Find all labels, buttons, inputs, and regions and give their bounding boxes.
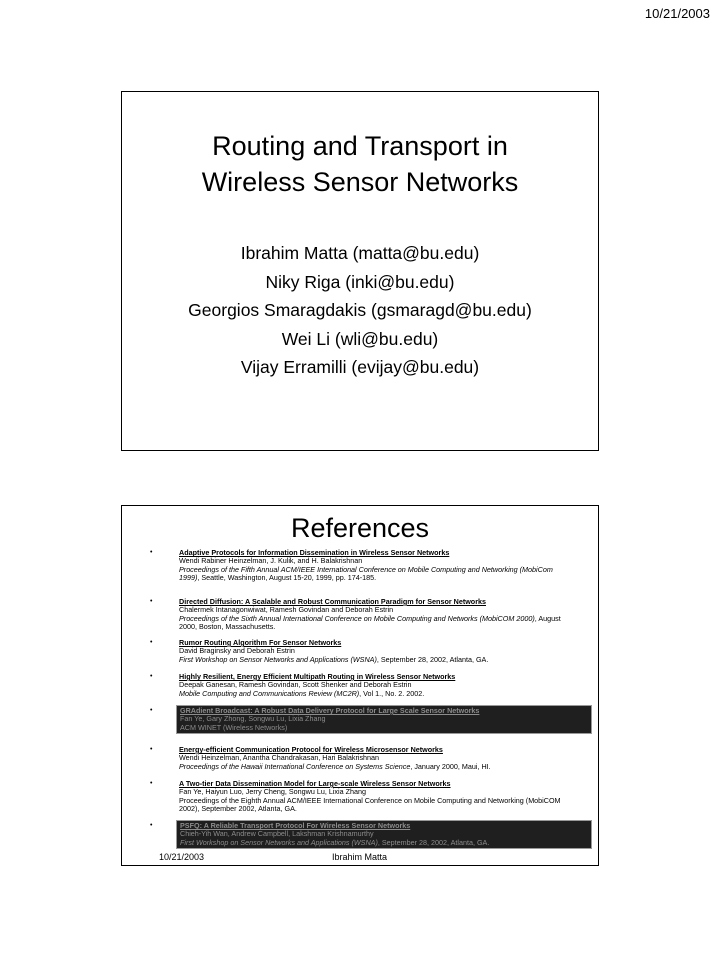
bullet-icon: • (150, 707, 153, 714)
title-slide (121, 91, 599, 451)
author-line: Niky Riga (inki@bu.edu) (265, 271, 455, 292)
reference-venue-rest: , August 2000, Boston, Massachusetts. (179, 613, 561, 632)
bullet-icon: • (150, 822, 153, 829)
reference-venue (179, 797, 566, 814)
author-list (122, 239, 598, 382)
title-line-2: Wireless Sensor Networks (201, 167, 519, 197)
reference-title: Directed Diffusion: A Scalable and Robust Communication Paradigm for Sensor Networks (179, 597, 486, 606)
reference-authors: Deepak Ganesan, Ramesh Govindan, Scott Shenker and Deborah Estrin (179, 680, 412, 690)
reference-authors: Wendi Rabiner Heinzelman, J. Kulik, and H. Balakrishnan (179, 556, 363, 566)
author-line: Wei Li (wli@bu.edu) (281, 328, 439, 349)
reference-venue-italic: Mobile Computing and Communications Review (MC2R) (179, 688, 360, 698)
slide-title (122, 128, 598, 200)
reference-venue (179, 763, 566, 771)
reference-venue-rest: , September 28, 2002, Atlanta, GA. (376, 654, 489, 664)
reference-title: Rumor Routing Algorithm For Sensor Networks (179, 638, 342, 647)
reference-venue-rest: ACM WINET (Wireless Networks) (180, 722, 288, 732)
slide-title: References (290, 513, 430, 543)
reference-venue-italic: Proceedings of the Sixth Annual International Conference on Mobile Computing and Networks (MobiCOM 2000) (179, 613, 535, 623)
reference-authors: Chalermek Intanagonwiwat, Ramesh Govindan and Deborah Estrin (179, 605, 394, 615)
title-line-1: Routing and Transport in (212, 131, 508, 161)
author-line: Ibrahim Matta (matta@bu.edu) (240, 243, 480, 263)
bullet-icon: • (150, 598, 153, 605)
reference-venue (179, 690, 566, 698)
reference-venue (180, 724, 588, 732)
reference-title: A Two-tier Data Dissemination Model for Large-scale Wireless Sensor Networks (179, 779, 451, 788)
reference-venue-italic: Proceedings of the Hawaii International Conference on Systems Science (179, 761, 411, 771)
bullet-icon: • (150, 780, 153, 787)
reference-venue-italic: Proceedings of the Fifth Annual ACM/IEEE International Conference on Mobile Computing and Networking (MobiCom 1999) (179, 564, 553, 583)
bullet-icon: • (150, 549, 153, 556)
reference-venue-italic: First Workshop on Sensor Networks and Applications (WSNA) (180, 837, 378, 847)
references-slide (121, 505, 599, 866)
bullet-icon: • (150, 639, 153, 646)
slide-footer-author: Ibrahim Matta (332, 852, 388, 862)
reference-authors: Fan Ye, Haiyun Luo, Jerry Cheng, Songwu Lu, Lixia Zhang (179, 787, 366, 797)
reference-venue-rest: , January 2000, Maui, HI. (410, 761, 491, 771)
reference-venue-rest: , Seattle, Washington, August 15-20, 1999, pp. 174-185. (197, 573, 377, 583)
reference-venue (179, 615, 566, 632)
reference-authors: Fan Ye, Gary Zhong, Songwu Lu, Lixia Zhang (180, 714, 326, 724)
reference-title: PSFQ: A Reliable Transport Protocol For Wireless Sensor Networks (180, 821, 411, 830)
bullet-icon: • (150, 673, 153, 680)
reference-venue (180, 839, 588, 847)
reference-venue (179, 656, 566, 664)
reference-authors: Wendi Heinzelman, Anantha Chandrakasan, Hari Balakrishnan (179, 753, 380, 763)
reference-authors: David Braginsky and Deborah Estrin (179, 646, 295, 656)
reference-venue-rest: , Vol 1., No. 2. 2002. (359, 688, 425, 698)
author-line: Georgios Smaragdakis (gsmaragd@bu.edu) (188, 300, 532, 320)
bullet-icon: • (150, 746, 153, 753)
slide-footer-date: 10/21/2003 (159, 852, 205, 862)
reference-venue (179, 566, 566, 583)
reference-title: Highly Resilient, Energy Efficient Multipath Routing in Wireless Sensor Networks (179, 672, 456, 681)
reference-title: Adaptive Protocols for Information Dissemination in Wireless Sensor Networks (179, 548, 450, 557)
author-line: Vijay Erramilli (evijay@bu.edu) (240, 357, 480, 377)
reference-venue-rest: , September 28, 2002, Atlanta, GA. (377, 837, 490, 847)
reference-venue-italic: First Workshop on Sensor Networks and Applications (WSNA) (179, 654, 377, 664)
reference-authors: Chieh-Yih Wan, Andrew Campbell, Lakshman Krishnamurthy (180, 829, 374, 839)
reference-title: GRAdient Broadcast: A Robust Data Delivery Protocol for Large Scale Sensor Networks (180, 706, 480, 715)
reference-venue-rest: Proceedings of the Eighth Annual ACM/IEEE International Conference on Mobile Computing and Networking (MobiCOM 2002), September 2002, Atlanta, GA. (179, 795, 561, 814)
reference-title: Energy-efficient Communication Protocol for Wireless Microsensor Networks (179, 745, 443, 754)
page-header-date: 10/21/2003 (644, 6, 710, 21)
